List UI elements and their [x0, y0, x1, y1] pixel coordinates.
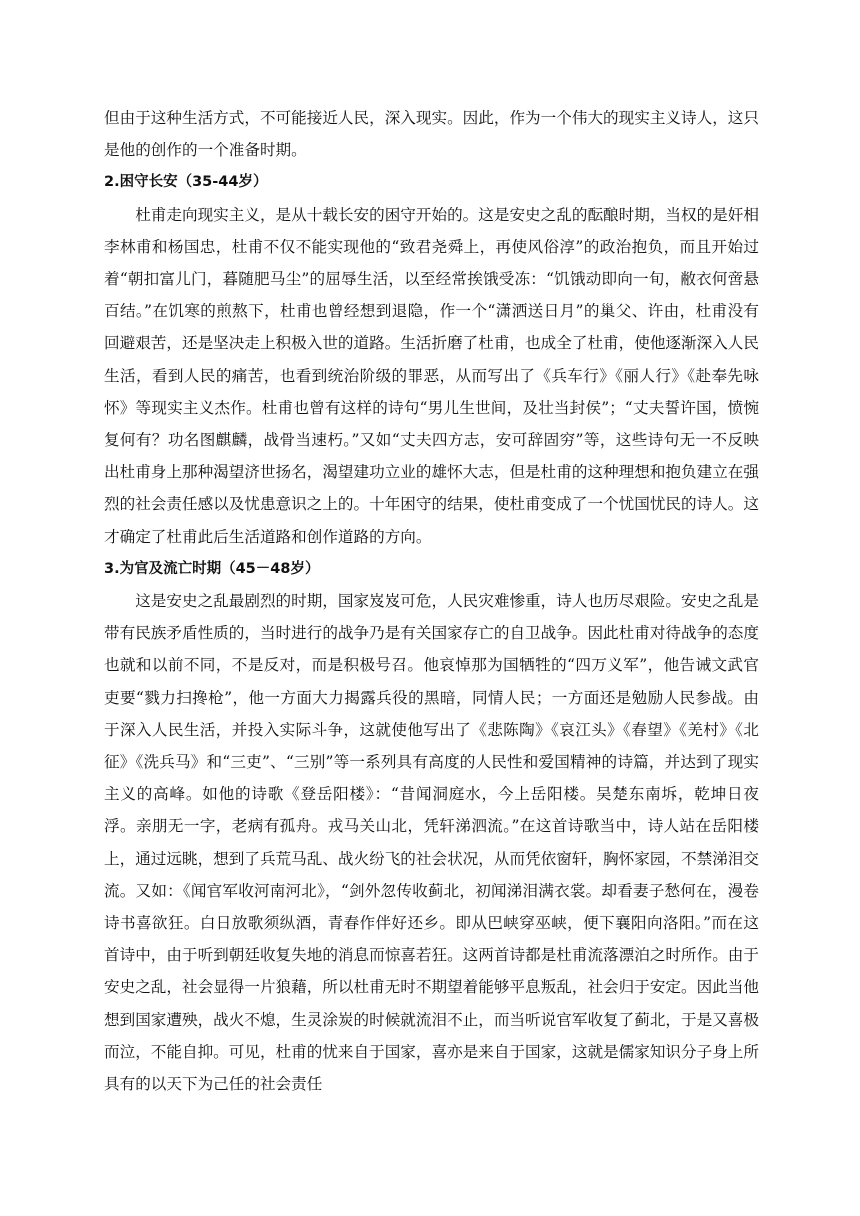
paragraph-section-3: 这是安史之乱最剧烈的时期，国家岌岌可危，人民灾难惨重，诗人也历尽艰险。安史之乱是带有民族矛盾性质的，当时进行的战争乃是有关国家存亡的自卫战争。因此杜甫对待战争的态度也就和以前不同，不是反对，而是积极号召。他哀悼那为国牺牲的“四万义军”，他告诫文武官吏要“戮力扫搀枪”，他一方面大力揭露兵役的黑暗，同情人民；一方面还是勉励人民参战。由于深入人民生活，并投入实际斗争，这就使他写出了《悲陈陶》《哀江头》《春望》《羌村》《北征》《洗兵马》和“三吏”、“三别”等一系列具有高度的人民性和爱国精神的诗篇，并达到了现实主义的高峰。如他的诗歌《登岳阳楼》：“昔闻洞庭水，今上岳阳楼。吴楚东南坼，乾坤日夜浮。亲朋无一字，老病有孤舟。戎马关山北，凭轩涕泗流。”在这首诗歌当中，诗人站在岳阳楼上，通过远眺，想到了兵荒马乱、战火纷飞的社会状况，从而凭依窗轩，胸怀家园，不禁涕泪交流。又如：《闻官军收河南河北》，“剑外忽传收蓟北，初闻涕泪满衣裳。却看妻子愁何在，漫卷诗书喜欲狂。白日放歌须纵酒，青春作伴好还乡。即从巴峡穿巫峡，便下襄阳向洛阳。”而在这首诗中，由于听到朝廷收复失地的消息而惊喜若狂。这两首诗都是杜甫流落漂泊之时所作。由于安史之乱，社会显得一片狼藉，所以杜甫无时不期望着能够平息叛乱，社会归于安定。因此当他想到国家遭殃，战火不熄，生灵涂炭的时候就流泪不止，而当听说官军收复了蓟北，于是又喜极而泣，不能自抑。可见，杜甫的忧来自于国家，喜亦是来自于国家，这就是儒家知识分子身上所具有的以天下为己任的社会责任 [104, 592, 759, 1094]
paragraph-intro-end: 但由于这种生活方式，不可能接近人民，深入现实。因此，作为一个伟大的现实主义诗人，这只是他的创作的一个准备时期。 [104, 109, 759, 160]
section-heading-3: 3.为官及流亡时期（45－48岁） [104, 560, 320, 577]
section-heading-2: 2.困守长安（35-44岁） [104, 174, 268, 191]
document-page [104, 102, 759, 1100]
paragraph-section-2: 杜甫走向现实主义，是从十载长安的困守开始的。这是安史之乱的酝酿时期，当权的是奸相李林甫和杨国忠，杜甫不仅不能实现他的“致君尧舜上，再使风俗淳”的政治抱负，而且开始过着“朝扣富儿门，暮随肥马尘”的屈辱生活，以至经常挨饿受冻：“饥饿动即向一旬，敝衣何啻悬百结。”在饥寒的煎熬下，杜甫也曾经想到退隐，作一个“潇洒送日月”的巢父、许由，杜甫没有回避艰苦，还是坚决走上积极入世的道路。生活折磨了杜甫，也成全了杜甫，使他逐渐深入人民生活，看到人民的痛苦，也看到统治阶级的罪恶，从而写出了《兵车行》《丽人行》《赴奉先咏怀》等现实主义杰作。杜甫也曾有这样的诗句“男儿生世间，及壮当封侯”；“丈夫誓许国，愤惋复何有？功名图麒麟，战骨当速朽。”又如“丈夫四方志，安可辞固穷”等，这些诗句无一不反映出杜甫身上那种渴望济世扬名，渴望建功立业的雄怀大志，但是杜甫的这种理想和抱负建立在强烈的社会责任感以及忧患意识之上的。十年困守的结果，使杜甫变成了一个忧国忧民的诗人。这才确定了杜甫此后生活道路和创作道路的方向。 [104, 205, 759, 546]
